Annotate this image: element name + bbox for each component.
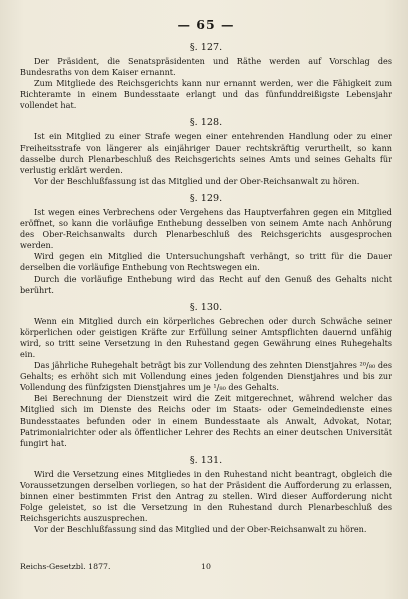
section-paragraph: Der Präsident, die Senatspräsidenten und Räthe werden auf Vorschlag des Bundesraths von dem Kaiser ernannt. <box>20 56 392 78</box>
section-paragraph: Vor der Beschlußfassung ist das Mitglied und der Ober-Reichsanwalt zu hören. <box>34 175 360 186</box>
section <box>20 41 392 111</box>
section-paragraph: Durch die vorläufige Enthebung wird das Recht auf den Genuß des Gehalts nicht berührt. <box>20 273 392 295</box>
section-paragraph: Zum Mitgliede des Reichsgerichts kann nur ernannt werden, wer die Fähigkeit zum Richteramte in einem Bundesstaate erlangt und das fünfunddreißigste Lebensjahr vollendet hat. <box>20 78 392 111</box>
section-paragraph: Wird gegen ein Mitglied die Untersuchungshaft verhängt, so tritt für die Dauer derselben die vorläufige Enthebung von Rechtswegen ein. <box>20 251 392 273</box>
page-number: — 65 — <box>177 17 235 32</box>
footer-source: Reichs-Gesetzbl. 1877. <box>20 562 111 571</box>
section-title: §. 130. <box>189 301 223 313</box>
section-paragraph: Bei Berechnung der Dienstzeit wird die Zeit mitgerechnet, während welcher das Mitglied sich im Dienste des Reichs oder im Staats- oder Gemeindedienste eines Bundesstaates befunden oder in einem Bundesstaate als Anwalt, Advokat, Notar, Patrimonialrichter oder als öffentlicher Lehrer des Rechts an einer deutschen Universität fungirt hat. <box>20 393 392 448</box>
section-title: §. 129. <box>189 192 223 204</box>
sections-container <box>20 41 392 535</box>
section-title: §. 128. <box>189 117 223 129</box>
section-paragraph: Wenn ein Mitglied durch ein körperliches Gebrechen oder durch Schwäche seiner körperlichen oder geistigen Kräfte zur Erfüllung seiner Amtspflichten dauernd unfähig wird, so tritt seine Versetzung in den Ruhestand gegen Gewährung eines Ruhegehalts ein. <box>20 315 392 359</box>
section-paragraph: Vor der Beschlußfassung sind das Mitglied und der Ober-Reichsanwalt zu hören. <box>34 524 367 535</box>
section <box>20 301 392 449</box>
section-title: §. 131. <box>189 454 223 466</box>
section-paragraph: Ist ein Mitglied zu einer Strafe wegen einer entehrenden Handlung oder zu einer Freiheitsstrafe von längerer als einjähriger Dauer rechtskräftig verurtheilt, so kann dasselbe durch Plenarbeschluß des Reichsgerichts seines Amts und seines Gehalts für verlustig erklärt werden. <box>20 131 392 175</box>
section-paragraph: Das jährliche Ruhegehalt beträgt bis zur Vollendung des zehnten Dienstjahres ²⁰/₈₀ des Gehalts; es erhöht sich mit Vollendung eines jeden folgenden Dienstjahres und bis zur Vollendung des fünfzigsten Dienstjahres um je ¹/₈₀ des Gehalts. <box>20 360 392 393</box>
section-title: §. 127. <box>189 42 223 53</box>
footer-signature-number: 10 <box>201 562 211 571</box>
section <box>20 116 392 186</box>
section <box>20 192 392 296</box>
section-paragraph: Wird die Versetzung eines Mitgliedes in den Ruhestand nicht beantragt, obgleich die Voraussetzungen derselben vorliegen, so hat der Präsident die Aufforderung zu erlassen, binnen einer bestimmten Frist den Antrag zu stellen. Wird dieser Aufforderung nicht Folge geleistet, so ist die Versetzung in den Ruhestand durch Plenarbeschluß des Reichsgerichts auszusprechen. <box>20 468 392 524</box>
section-paragraph: Ist wegen eines Verbrechens oder Vergehens das Hauptverfahren gegen ein Mitglied eröffnet, so kann die vorläufige Enthebung desselben von seinem Amte nach Anhörung des Ober-Reichsanwalts durch Plenarbeschluß des Reichsgerichts ausgesprochen werden. <box>20 206 392 251</box>
section <box>20 454 392 536</box>
